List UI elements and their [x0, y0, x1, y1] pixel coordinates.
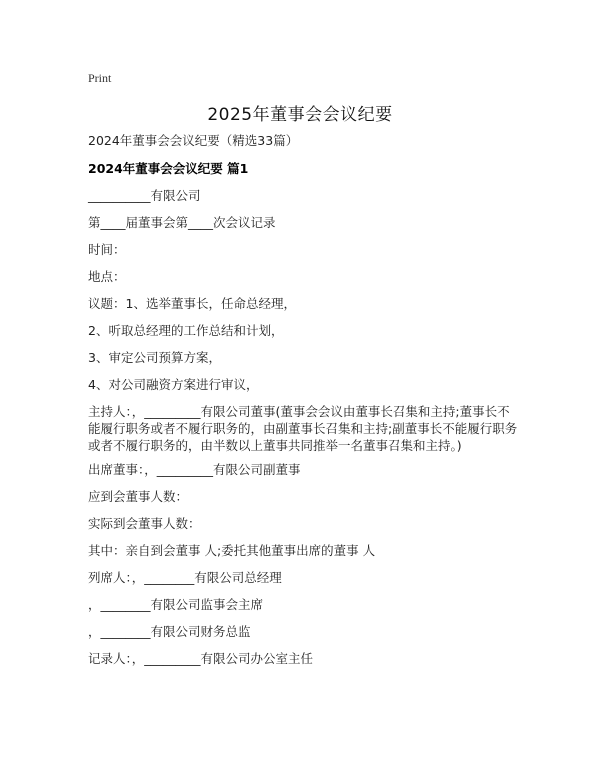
session-line: 第____届董事会第____次会议记录 — [88, 215, 276, 230]
attendee-supervisor-line: ，________有限公司监事会主席 — [88, 597, 264, 612]
document-subtitle: 2024年董事会会议纪要（精选33篇） — [88, 133, 299, 148]
attendance-breakdown-line: 其中：亲自到会董事 人;委托其他董事出席的董事 人 — [88, 543, 376, 558]
place-line: 地点： — [88, 269, 126, 284]
agenda-item-3: 3、审定公司预算方案， — [88, 350, 221, 365]
should-attend-line: 应到会董事人数： — [88, 489, 189, 504]
attending-directors-line: 出席董事：，_________有限公司副董事 — [88, 462, 301, 477]
company-line: __________有限公司 — [88, 188, 201, 203]
attendee-finance-line: ，________有限公司财务总监 — [88, 624, 251, 639]
agenda-item-2: 2、听取总经理的工作总结和计划， — [88, 323, 284, 338]
time-line: 时间： — [88, 242, 126, 257]
print-label: Print — [88, 71, 112, 85]
document-title: 2025年董事会会议纪要 — [207, 105, 393, 125]
chair-paragraph: 主持人：，_________有限公司董事(董事会会议由董事长召集和主持;董事长不能履行职务或者不履行职务的，由副董事长召集和主持;副董事长不能履行职务或者不履行职务的，由半数以上董事共同推举一名董事召集和主持。) — [88, 404, 518, 453]
attendee-gm-line: 列席人：，________有限公司总经理 — [88, 570, 282, 585]
agenda-item-4: 4、对公司融资方案进行审议， — [88, 377, 259, 392]
actual-attend-line: 实际到会董事人数： — [88, 516, 201, 531]
recorder-line: 记录人：，_________有限公司办公室主任 — [88, 651, 314, 666]
agenda-item-1: 议题：1、选举董事长，任命总经理， — [88, 296, 296, 311]
section-heading: 2024年董事会会议纪要 篇1 — [88, 161, 249, 176]
